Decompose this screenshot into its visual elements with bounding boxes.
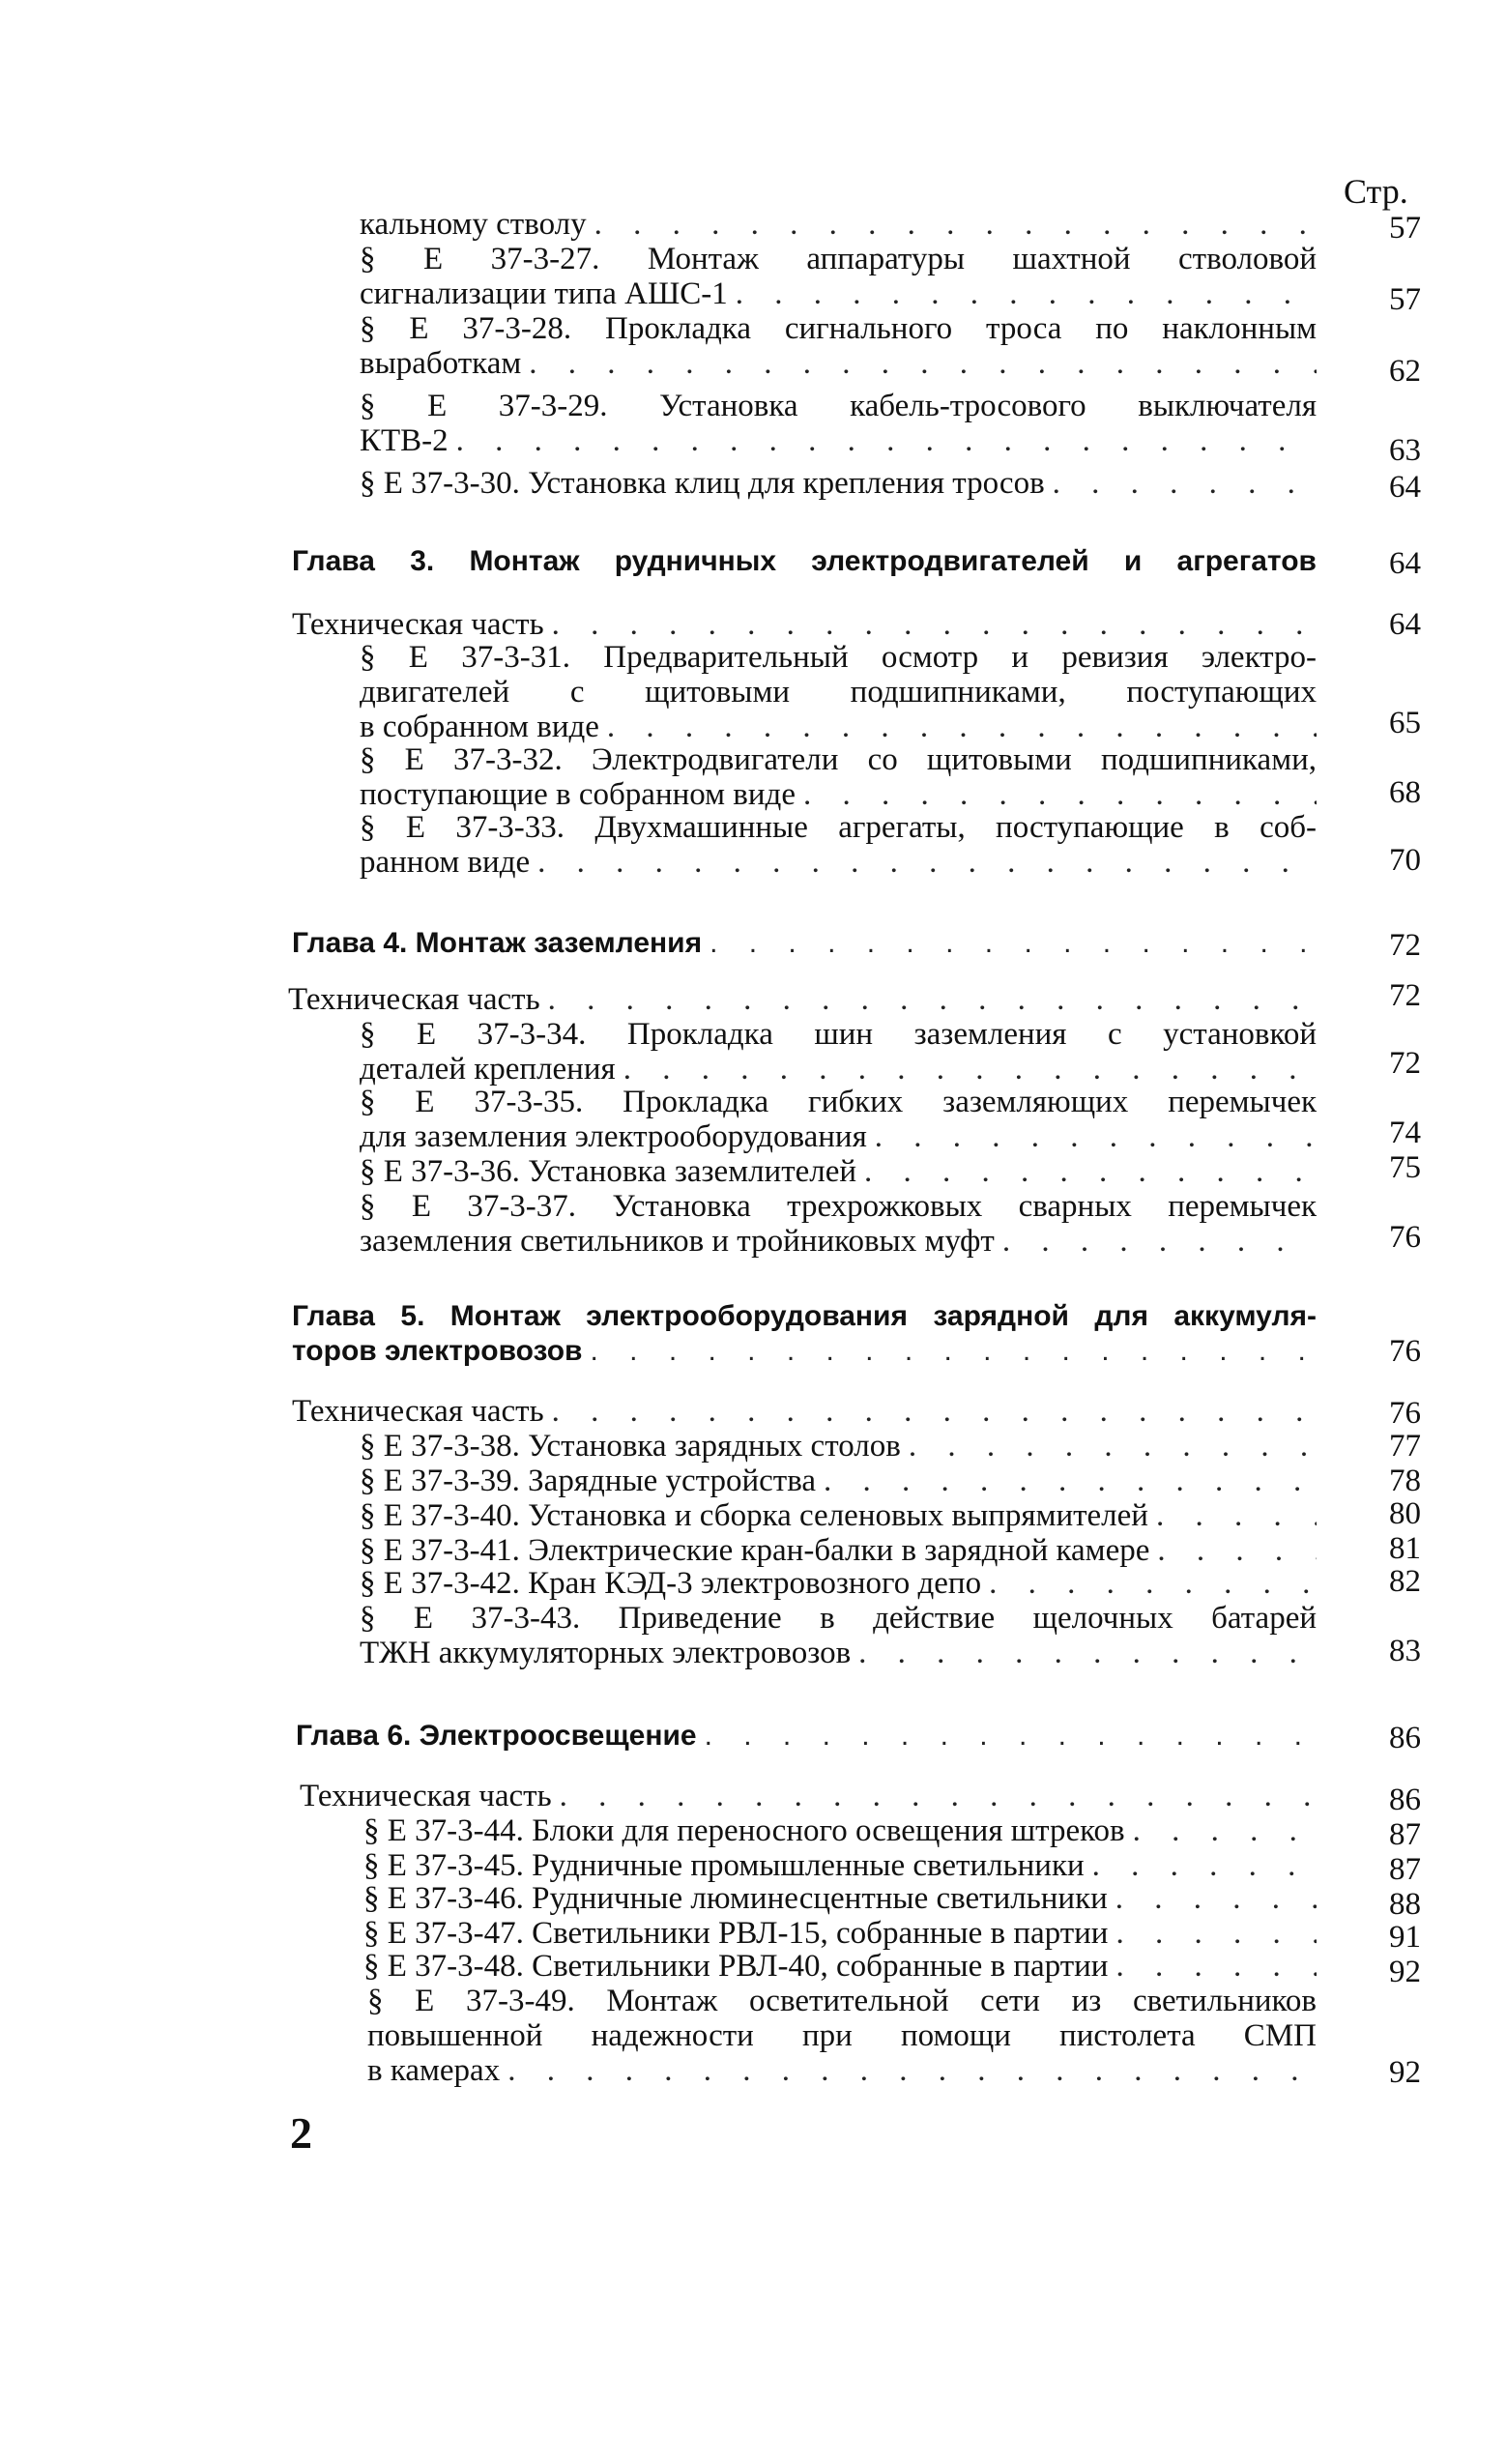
toc-entry-text: в собранном виде xyxy=(360,710,599,744)
toc-page-number: 92 xyxy=(1389,2055,1421,2090)
toc-entry xyxy=(360,1601,1317,1670)
toc-entry-text: § Е 37-3-41. Электрические кран-балки в зарядной камере xyxy=(360,1533,1150,1568)
toc-entry-text: § Е 37-3-36. Установка заземлителей xyxy=(360,1154,857,1189)
toc-entry xyxy=(360,1085,1317,1154)
toc-page-number: 76 xyxy=(1389,1396,1421,1431)
toc-page-number: 82 xyxy=(1389,1564,1421,1599)
toc-page-number: 62 xyxy=(1389,354,1421,389)
dot-leader xyxy=(530,845,1317,880)
toc-page-number: 91 xyxy=(1389,1920,1421,1955)
toc-entry-text: § Е 37-3-37. Установка трехрожковых сварных перемычек xyxy=(360,1189,1317,1224)
toc-page-number: 78 xyxy=(1389,1464,1421,1498)
dot-leader xyxy=(728,276,1317,311)
dot-leader xyxy=(901,1429,1317,1464)
dot-leader xyxy=(521,346,1317,381)
dot-leader xyxy=(702,926,1317,961)
dot-leader xyxy=(544,607,1317,642)
dot-leader xyxy=(1085,1848,1317,1883)
toc-entry xyxy=(360,389,1317,458)
toc-entry-text: Глава 3. Монтаж рудничных электродвигателей и агрегатов xyxy=(292,545,1317,577)
chapter-heading xyxy=(292,544,1317,579)
toc-entry-text: § Е 37-3-49. Монтаж осветительной сети из светильников xyxy=(367,1984,1317,2018)
toc-entry xyxy=(360,1154,1317,1189)
toc-page-number: 65 xyxy=(1389,706,1421,740)
toc-entry-text: ранном виде xyxy=(360,845,531,880)
toc-page-number: 64 xyxy=(1389,546,1421,581)
toc-entry-text: кальному стволу xyxy=(360,207,587,242)
toc-page-number: 75 xyxy=(1389,1150,1421,1185)
toc-entry xyxy=(360,311,1317,381)
toc-entry xyxy=(360,810,1317,880)
toc-entry-text: Глава 6. Электроосвещение xyxy=(296,1720,697,1752)
toc-entry xyxy=(292,1394,1317,1429)
toc-entry-text: § Е 37-3-35. Прокладка гибких заземляющих перемычек xyxy=(360,1085,1317,1119)
toc-entry-text: § Е 37-3-34. Прокладка шин заземления с установкой xyxy=(360,1017,1317,1052)
toc-entry-text: для заземления электрооборудования xyxy=(360,1119,867,1154)
toc-page-number: 81 xyxy=(1389,1531,1421,1566)
toc-entry xyxy=(360,1533,1317,1568)
toc-entry xyxy=(360,1498,1317,1533)
toc-entry-text: ТЖН аккумуляторных электровозов xyxy=(360,1636,852,1670)
toc-entry xyxy=(360,1189,1317,1259)
toc-page-number: 87 xyxy=(1389,1852,1421,1887)
toc-entry-text: поступающие в собранном виде xyxy=(360,777,796,812)
toc-entry-text: торов электровозов xyxy=(292,1335,583,1367)
toc-page-number: 64 xyxy=(1389,607,1421,642)
toc-entry-text: § Е 37-3-45. Рудничные промышленные светильники xyxy=(363,1848,1085,1883)
toc-page-number: 80 xyxy=(1389,1496,1421,1531)
dot-leader xyxy=(599,710,1317,744)
toc-entry-text: КТВ-2 xyxy=(360,423,449,458)
chapter-heading xyxy=(296,1719,1317,1754)
toc-entry xyxy=(360,742,1317,812)
dot-leader xyxy=(1045,466,1317,501)
toc-entry-text: Техническая часть xyxy=(288,982,540,1017)
toc-entry-text: § Е 37-3-28. Прокладка сигнального троса по наклонным xyxy=(360,311,1317,346)
toc-page-number: 72 xyxy=(1389,1046,1421,1081)
dot-leader xyxy=(616,1052,1317,1087)
toc-page-number: 76 xyxy=(1389,1334,1421,1369)
toc-page-number: 57 xyxy=(1389,282,1421,317)
dot-leader xyxy=(449,423,1317,458)
dot-leader xyxy=(867,1119,1317,1154)
toc-entry-text: Техническая часть xyxy=(292,1394,544,1429)
toc-page-number: 68 xyxy=(1389,775,1421,810)
toc-entry-text: § Е 37-3-31. Предварительный осмотр и ревизия электро- xyxy=(360,640,1317,675)
dot-leader xyxy=(1108,1881,1317,1916)
toc-entry-text: § Е 37-3-40. Установка и сборка селеновых выпрямителей xyxy=(360,1498,1148,1533)
toc-entry-text: сигнализации типа АШС-1 xyxy=(360,276,728,311)
toc-entry xyxy=(360,207,1317,242)
toc-entry-text: заземления светильников и тройниковых муфт xyxy=(360,1224,995,1259)
toc-entry xyxy=(363,1916,1317,1951)
toc-page-number: 77 xyxy=(1389,1429,1421,1464)
toc-entry xyxy=(300,1779,1317,1813)
toc-page-number: 87 xyxy=(1389,1817,1421,1852)
toc-entry xyxy=(360,1566,1317,1601)
dot-leader xyxy=(796,777,1317,812)
toc-entry xyxy=(363,1949,1317,1984)
dot-leader xyxy=(1149,1533,1317,1568)
dot-leader xyxy=(697,1719,1317,1754)
toc-entry xyxy=(360,1017,1317,1087)
dot-leader xyxy=(1148,1498,1317,1533)
dot-leader xyxy=(587,207,1317,242)
dot-leader xyxy=(552,1779,1317,1813)
toc-page-number: 83 xyxy=(1389,1634,1421,1668)
toc-entry xyxy=(363,1813,1317,1848)
toc-entry xyxy=(292,607,1317,642)
toc-page-number: 72 xyxy=(1389,928,1421,963)
chapter-heading xyxy=(292,1299,1317,1369)
page-column-label: Стр. xyxy=(1344,172,1408,211)
dot-leader xyxy=(856,1154,1317,1189)
dot-leader xyxy=(500,2053,1317,2088)
dot-leader xyxy=(816,1464,1317,1498)
dot-leader xyxy=(851,1636,1317,1670)
chapter-heading xyxy=(292,926,1317,961)
toc-entry-text: § Е 37-3-30. Установка клиц для крепления тросов xyxy=(360,466,1045,501)
toc-entry-text: § Е 37-3-48. Светильники РВЛ-40, собранные в партии xyxy=(363,1949,1109,1984)
dot-leader xyxy=(1125,1813,1317,1848)
toc-page-number: 64 xyxy=(1389,470,1421,505)
toc-entry xyxy=(360,466,1317,501)
toc-entry-text: § Е 37-3-47. Светильники РВЛ-15, собранные в партии xyxy=(363,1916,1109,1951)
toc-entry-text: § Е 37-3-33. Двухмашинные агрегаты, поступающие в соб- xyxy=(360,810,1317,845)
toc-entry-text: § Е 37-3-43. Приведение в действие щелочных батарей xyxy=(360,1601,1317,1636)
toc-entry xyxy=(360,640,1317,744)
toc-entry-text: повышенной надежности при помощи пистолета СМП xyxy=(367,2018,1317,2053)
toc-page-number: 76 xyxy=(1389,1220,1421,1255)
dot-leader xyxy=(995,1224,1317,1259)
dot-leader xyxy=(544,1394,1317,1429)
toc-entry-text: Глава 5. Монтаж электрооборудования зарядной для аккумуля- xyxy=(292,1300,1317,1332)
dot-leader xyxy=(1108,1916,1317,1951)
dot-leader xyxy=(1108,1949,1317,1984)
toc-entry-text: деталей крепления xyxy=(360,1052,616,1087)
dot-leader xyxy=(582,1334,1317,1369)
toc-page-number: 57 xyxy=(1389,211,1421,246)
dot-leader xyxy=(981,1566,1317,1601)
toc-page-number: 72 xyxy=(1389,978,1421,1013)
toc-page-number: 63 xyxy=(1389,433,1421,468)
toc-entry-text: § Е 37-3-46. Рудничные люминесцентные светильники xyxy=(363,1881,1108,1916)
toc-entry-text: Глава 4. Монтаж заземления xyxy=(292,927,703,959)
toc-entry-text: § Е 37-3-29. Установка кабель-тросового выключателя xyxy=(360,389,1317,423)
toc-page-number: 88 xyxy=(1389,1887,1421,1922)
toc-entry xyxy=(288,982,1317,1017)
toc-entry xyxy=(360,1464,1317,1498)
dot-leader xyxy=(540,982,1317,1017)
toc-page-number: 74 xyxy=(1389,1116,1421,1150)
toc-page-number: 92 xyxy=(1389,1955,1421,1989)
toc-entry xyxy=(363,1881,1317,1916)
toc-entry xyxy=(367,1984,1317,2088)
toc-entry xyxy=(363,1848,1317,1883)
toc-entry-text: § Е 37-3-32. Электродвигатели со щитовыми подшипниками, xyxy=(360,742,1317,777)
toc-entry-text: выработкам xyxy=(360,346,522,381)
toc-entry-text: § Е 37-3-42. Кран КЭД-3 электровозного депо xyxy=(360,1566,982,1601)
toc-page-number: 86 xyxy=(1389,1721,1421,1755)
toc-entry-text: § Е 37-3-38. Установка зарядных столов xyxy=(360,1429,901,1464)
toc-entry-text: § Е 37-3-39. Зарядные устройства xyxy=(360,1464,817,1498)
toc-entry xyxy=(360,242,1317,311)
toc-entry-text: двигателей с щитовыми подшипниками, поступающих xyxy=(360,675,1317,710)
toc-entry-text: Техническая часть xyxy=(300,1779,552,1813)
page-number-footer: 2 xyxy=(290,2108,312,2158)
toc-entry xyxy=(360,1429,1317,1464)
toc-page-number: 70 xyxy=(1389,843,1421,878)
toc-entry-text: § Е 37-3-27. Монтаж аппаратуры шахтной стволовой xyxy=(360,242,1317,276)
toc-entry-text: в камерах xyxy=(367,2053,501,2088)
toc-entry-text: § Е 37-3-44. Блоки для переносного освещения штреков xyxy=(363,1813,1125,1848)
toc-page-number: 86 xyxy=(1389,1783,1421,1817)
toc-entry-text: Техническая часть xyxy=(292,607,544,642)
